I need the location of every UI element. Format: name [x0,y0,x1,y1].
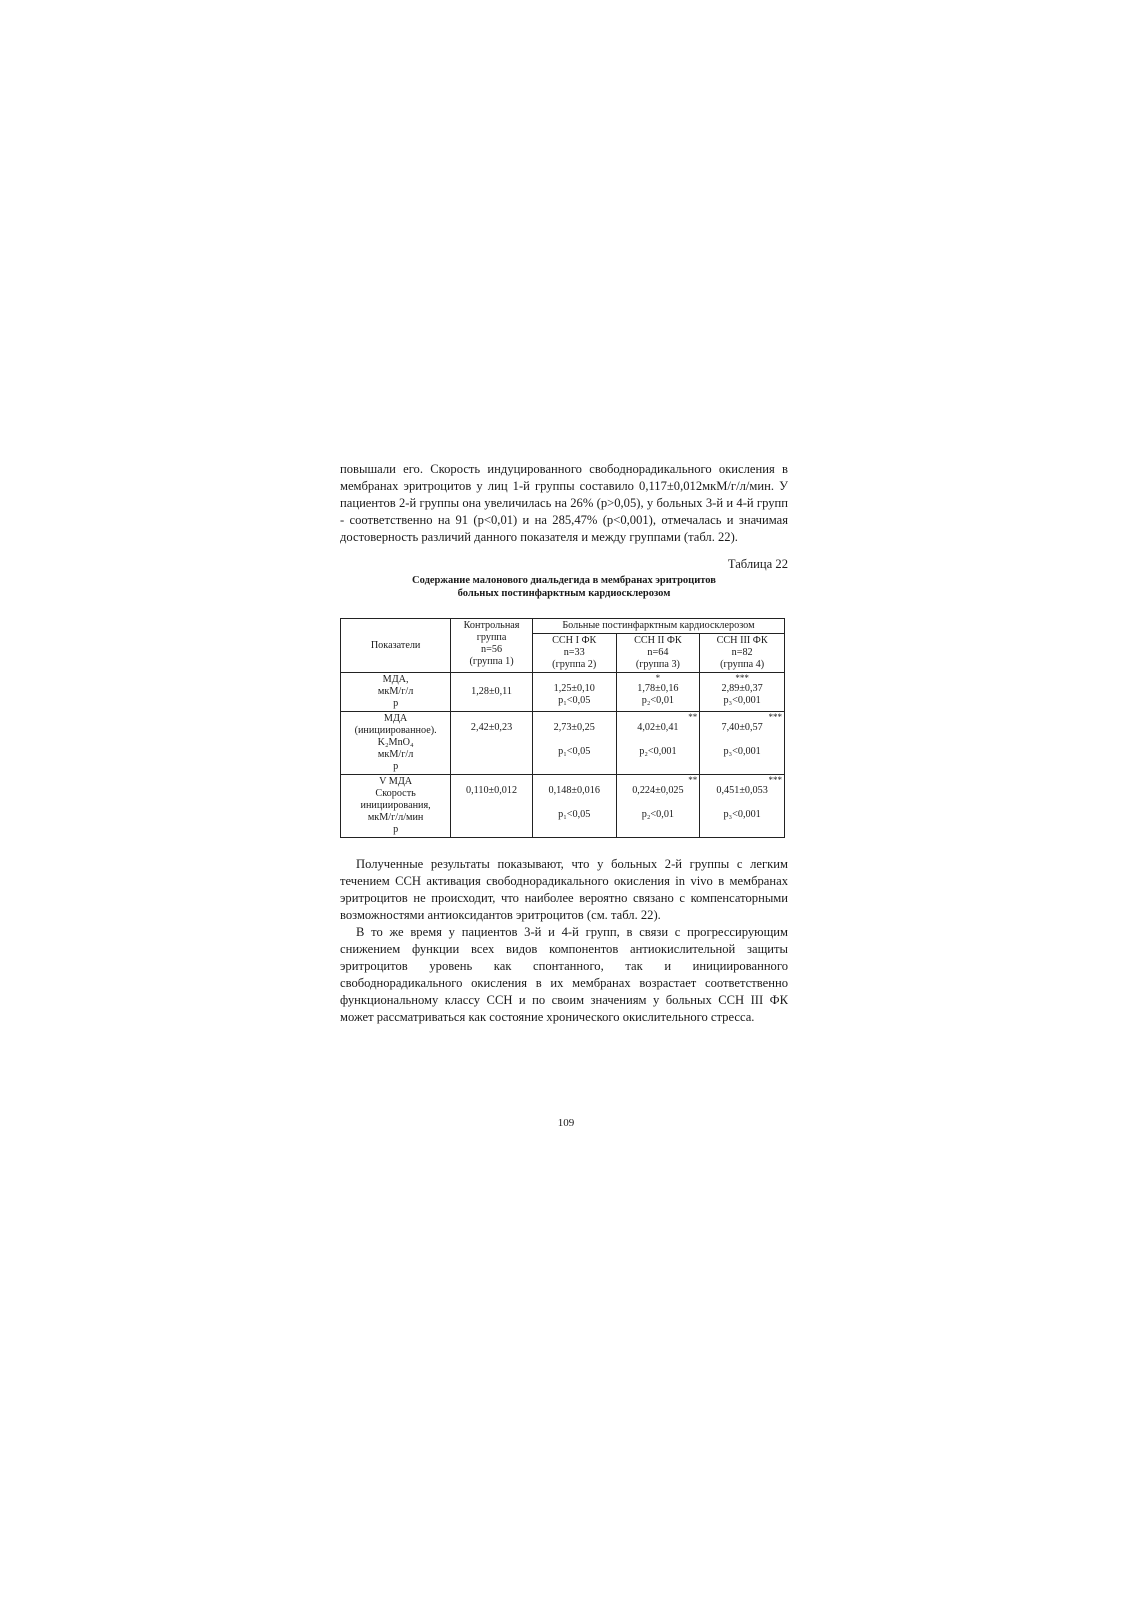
cell-p-value: р₃<0,001 [723,746,761,757]
paragraph-discussion: В то же время у пациентов 3-й и 4-й групп, в связи с прогрессирующим снижением функции всех видов компонентов антиокислительной защиты эритроцитов уровень как спонтанного, так и инициированного свободнорадикального окисления в их мембранах возрастает соответственно функциональному классу ССН и по своим значениям у больных ССН III ФК может рассматриваться как состояние хронического окислительного стресса. [340,925,788,1024]
significance-stars [535,713,614,722]
header-group-line: ССН III ФК [716,635,768,646]
paragraph-results: Полученные результаты показывают, что у больных 2-й группы с легким течением ССН активация свободнорадикального окисления in vivo в мембранах эритроцитов не происходит, что наиболее вероятно связано с компенсаторными возможностями антиоксидантов эритроцитов (см. табл. 22). [340,857,788,922]
header-group-line: ССН II ФК [634,635,682,646]
control-value [451,712,533,775]
header-control-line: n=56 [481,644,503,655]
header-patients: Больные постинфарктным кардиосклерозом [532,619,784,634]
table-label: Таблица 22 [727,557,788,571]
table-title [340,574,788,600]
row-label-line: (инициированное). [354,725,437,736]
significance-stars: * [655,673,661,683]
cell-p-value: р₁<0,05 [558,809,591,820]
control-value: 1,28±0,11 [451,673,533,712]
header-control-line: Контрольная [463,620,520,631]
header-group-line: (группа 2) [552,659,597,670]
group-cell [616,775,700,838]
group-cell [532,673,616,712]
spacer [619,734,698,746]
spacer [619,797,698,809]
row-label-line: K₂MnO₄ [377,737,414,748]
group-cell [700,775,785,838]
row-label-line: мкМ/г/л/мин [367,812,424,823]
row-label-line: Скорость [375,788,416,799]
cell-value: 0,148±0,016 [548,785,600,796]
group-cell [532,775,616,838]
significance-stars: ** [688,712,698,722]
paragraph-intro: повышали его. Скорость индуцированного свободнорадикального окисления в мембранах эритроцитов у лиц 1-й группы составило 0,117±0,012мкМ/г/л/мин. У пациентов 2-й группы она увеличилась на 26% (р>0,05), у больных 3-й и 4-й групп - соответственно на 91 (р<0,01) и на 285,47% (р<0,001), отмечалась и значимая достоверность различий данного показателя и между группами (табл. 22). [340,462,788,544]
cell-value: 4,02±0,41 [637,722,679,733]
row-label-line: мкМ/г/л [377,686,414,697]
row-label-line: инициирования, [360,800,431,811]
cell-value: 2,42±0,23 [470,722,513,733]
table-row [341,712,785,775]
spacer [702,797,782,809]
spacer [702,734,782,746]
cell-p-value: р₁<0,05 [558,746,591,757]
header-control-line: (группа 1) [469,656,514,667]
cell-value: 0,110±0,012 [466,785,518,796]
page-number: 109 [557,1117,575,1129]
cell-value: 2,89±0,37 [721,683,763,694]
header-group-line: n=64 [647,647,669,658]
stars-spacer [453,713,530,722]
header-group-3 [616,634,700,673]
cell-value: 1,25±0,10 [553,683,595,694]
group-cell [532,712,616,775]
data-table [340,618,785,838]
cell-p-value: р₂<0,001 [639,746,677,757]
cell-value: 2,73±0,25 [553,722,595,733]
cell-p-value: р₁<0,05 [558,695,591,706]
row-label-line: МДА [383,713,408,724]
table-row [341,673,785,712]
significance-stars: ** [688,775,698,785]
page-content [340,461,788,1026]
spacer [535,797,614,809]
header-group-4 [700,634,785,673]
group-cell [616,673,700,712]
cell-value: 0,451±0,053 [716,785,768,796]
cell-p-value: р₃<0,001 [723,695,761,706]
cell-value: 7,40±0,57 [721,722,763,733]
row-label-line: мкМ/г/л [377,749,414,760]
conclusion-text [340,856,788,1026]
table-header-row-1 [341,619,785,634]
header-control-line: группа [476,632,507,643]
spacer [535,734,614,746]
group-cell [700,673,785,712]
control-value [451,775,533,838]
row-label [341,673,451,712]
group-cell [700,712,785,775]
row-label [341,712,451,775]
header-group-line: n=33 [563,647,585,658]
cell-value: 1,78±0,16 [637,683,679,694]
significance-stars: *** [735,673,749,683]
header-group-2 [532,634,616,673]
header-group-line: (группа 4) [720,659,765,670]
table-row [341,775,785,838]
cell-p-value: р₂<0,01 [641,695,675,706]
cell-p-value: р₃<0,001 [723,809,761,820]
significance-stars: *** [768,712,782,722]
significance-stars [535,776,614,785]
cell-value: 0,224±0,025 [632,785,684,796]
header-indicators: Показатели [341,619,451,673]
stars-spacer [453,776,530,785]
table-title-line-2: больных постинфарктным кардиосклерозом [457,588,671,599]
row-label-line: р [393,698,399,709]
header-control-group [451,619,533,673]
header-group-line: (группа 3) [635,659,680,670]
row-label-line: МДА, [382,674,409,685]
row-label-line: р [393,824,399,835]
group-cell [616,712,700,775]
row-label-line: V МДА [379,776,413,787]
row-label-line: р [393,761,399,772]
significance-stars: *** [768,775,782,785]
header-group-line: ССН I ФК [552,635,597,646]
cell-p-value: р₂<0,01 [641,809,675,820]
significance-stars [535,674,614,683]
header-group-line: n=82 [731,647,753,658]
row-label [341,775,451,838]
table-title-line-1: Содержание малонового диальдегида в мембранах эритроцитов [412,575,716,586]
